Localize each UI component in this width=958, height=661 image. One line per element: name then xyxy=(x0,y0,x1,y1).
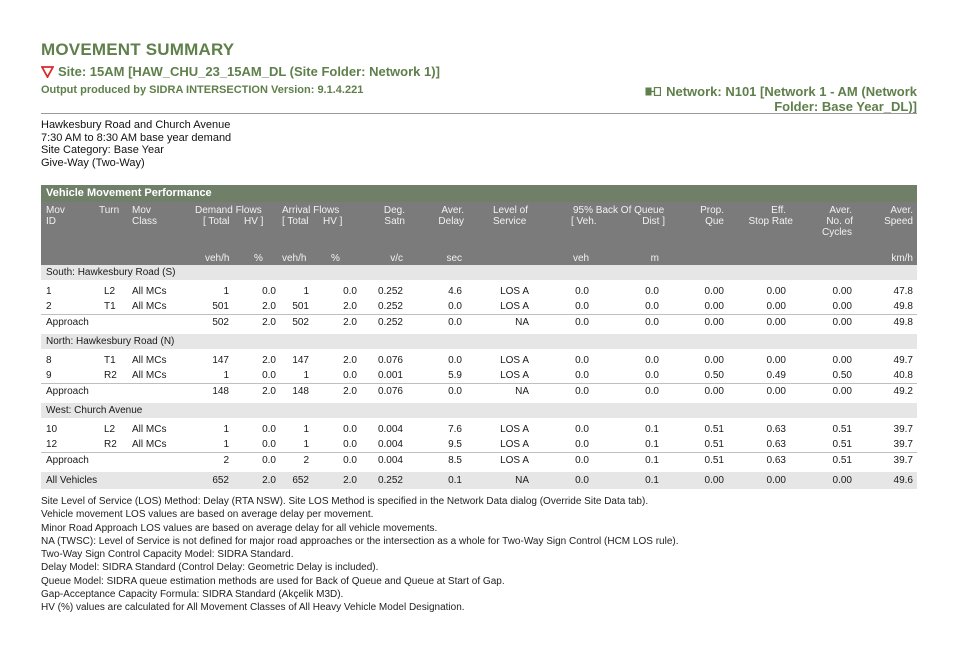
mov-id: 2 xyxy=(46,301,52,312)
demand-hv: 0.0 xyxy=(262,439,276,450)
eff-stop-rate: 0.00 xyxy=(766,355,786,366)
header-cycles-2: No. of xyxy=(826,216,853,227)
mov-id: 1 xyxy=(46,286,52,297)
header-los-1: Level of xyxy=(493,205,529,216)
row-label: Approach xyxy=(46,317,89,328)
level-of-service: LOS A xyxy=(500,286,529,297)
header-cycles-1: Aver. xyxy=(829,205,852,216)
header-speed-2: Speed xyxy=(884,216,913,227)
aver-speed: 40.8 xyxy=(893,370,913,381)
queue-dist: 0.0 xyxy=(645,301,659,312)
turn: T1 xyxy=(104,355,116,366)
header-arrival: Arrival Flows xyxy=(282,205,340,216)
table-row xyxy=(41,353,917,368)
prop-que: 0.00 xyxy=(704,475,724,486)
unit-speed: km/h xyxy=(891,253,913,264)
unit-arrival-total: veh/h xyxy=(282,253,307,264)
prop-que: 0.00 xyxy=(704,355,724,366)
aver-delay: 0.1 xyxy=(448,475,462,486)
arrival-hv: 2.0 xyxy=(343,317,357,328)
aver-speed: 49.2 xyxy=(893,386,913,397)
all-vehicles-row xyxy=(41,472,917,489)
aver-speed: 39.7 xyxy=(893,439,913,450)
queue-dist: 0.0 xyxy=(645,317,659,328)
approach-row xyxy=(41,452,917,468)
approach-row xyxy=(41,383,917,399)
header-prop-1: Prop. xyxy=(700,205,724,216)
header-mov: Mov xyxy=(46,205,65,216)
demand-total: 502 xyxy=(212,317,229,328)
mov-class: All MCs xyxy=(132,286,167,297)
deg-satn: 0.076 xyxy=(377,386,403,397)
aver-speed: 39.7 xyxy=(893,424,913,435)
arrival-total: 501 xyxy=(292,301,309,312)
header-los-2: Service xyxy=(493,216,527,227)
arrival-hv: 0.0 xyxy=(343,286,357,297)
eff-stop-rate: 0.63 xyxy=(766,455,786,466)
aver-cycles: 0.00 xyxy=(832,317,852,328)
mov-class: All MCs xyxy=(132,424,167,435)
unit-queue-veh: veh xyxy=(573,253,590,264)
footnotes xyxy=(41,495,679,615)
aver-delay: 0.0 xyxy=(448,355,462,366)
arrival-hv: 2.0 xyxy=(343,386,357,397)
header-cycles-3: Cycles xyxy=(821,227,852,238)
header-mov-class-1: Mov xyxy=(132,205,151,216)
aver-speed: 49.7 xyxy=(893,355,913,366)
header-eff-2: Stop Rate xyxy=(748,216,793,227)
note: Vehicle movement LOS values are based on average delay per movement. xyxy=(41,509,374,521)
note: Queue Model: SIDRA queue estimation methods are used for Back of Queue and Queue at Start of Gap. xyxy=(41,575,505,587)
arrival-hv: 2.0 xyxy=(343,475,357,486)
note: Gap-Acceptance Capacity Formula: SIDRA Standard (Akçelik M3D). xyxy=(41,589,344,601)
table-row xyxy=(41,299,917,314)
header-turn: Turn xyxy=(99,205,120,216)
arrival-hv: 0.0 xyxy=(343,439,357,450)
level-of-service: LOS A xyxy=(500,439,529,450)
demand-total: 147 xyxy=(212,355,229,366)
note: HV (%) values are calculated for All Movement Classes of All Heavy Vehicle Model Designation. xyxy=(41,602,465,614)
row-label: Approach xyxy=(46,386,89,397)
level-of-service: NA xyxy=(515,317,529,328)
header-demand-hv: HV ] xyxy=(244,216,264,227)
eff-stop-rate: 0.00 xyxy=(766,475,786,486)
table-row xyxy=(41,284,917,299)
note: Delay Model: SIDRA Standard (Control Delay: Geometric Delay is included). xyxy=(41,562,379,574)
aver-speed: 49.8 xyxy=(893,317,913,328)
aver-cycles: 0.51 xyxy=(832,424,852,435)
deg-satn: 0.252 xyxy=(377,317,403,328)
queue-dist: 0.0 xyxy=(645,370,659,381)
turn: L2 xyxy=(104,424,116,435)
demand-total: 1 xyxy=(223,370,229,381)
level-of-service: NA xyxy=(515,386,529,397)
note: Minor Road Approach LOS values are based on average delay for all vehicle movements. xyxy=(41,522,438,534)
arrival-hv: 2.0 xyxy=(343,301,357,312)
eff-stop-rate: 0.63 xyxy=(766,439,786,450)
demand-hv: 0.0 xyxy=(262,370,276,381)
unit-demand-hv: % xyxy=(254,253,263,264)
table-row xyxy=(41,437,917,452)
demand-hv: 0.0 xyxy=(262,286,276,297)
demand-hv: 0.0 xyxy=(262,455,276,466)
demand-hv: 2.0 xyxy=(262,317,276,328)
demand-hv: 2.0 xyxy=(262,386,276,397)
prop-que: 0.51 xyxy=(704,424,724,435)
aver-delay: 0.0 xyxy=(448,301,462,312)
deg-satn: 0.076 xyxy=(377,355,403,366)
deg-satn: 0.252 xyxy=(377,301,403,312)
demand-total: 1 xyxy=(223,286,229,297)
table-row xyxy=(41,422,917,437)
aver-cycles: 0.00 xyxy=(832,475,852,486)
aver-delay: 0.0 xyxy=(448,317,462,328)
intersection-name: Hawkesbury Road and Church Avenue xyxy=(41,119,231,131)
eff-stop-rate: 0.00 xyxy=(766,386,786,397)
column-headers xyxy=(41,202,917,265)
queue-veh: 0.0 xyxy=(575,475,589,486)
arrival-total: 652 xyxy=(292,475,309,486)
unit-delay: sec xyxy=(446,253,462,264)
header-eff-1: Eff. xyxy=(771,205,786,216)
approach-row xyxy=(41,314,917,330)
mov-id: 10 xyxy=(46,424,58,435)
header-arrival-hv: HV ] xyxy=(323,216,343,227)
header-divider xyxy=(41,113,917,114)
mov-id: 8 xyxy=(46,355,52,366)
aver-speed: 39.7 xyxy=(893,455,913,466)
eff-stop-rate: 0.49 xyxy=(766,370,786,381)
eff-stop-rate: 0.00 xyxy=(766,286,786,297)
queue-dist: 0.1 xyxy=(645,439,659,450)
prop-que: 0.00 xyxy=(704,386,724,397)
level-of-service: LOS A xyxy=(500,301,529,312)
note: Two-Way Sign Control Capacity Model: SIDRA Standard. xyxy=(41,549,294,561)
note: NA (TWSC): Level of Service is not defined for major road approaches or the intersection as a whole for Two-Way Sign Control (HCM LOS rule). xyxy=(41,535,679,547)
queue-dist: 0.1 xyxy=(645,455,659,466)
header-id: ID xyxy=(46,216,56,227)
network-line-1: Network: N101 [Network 1 - AM (Network xyxy=(666,84,917,99)
arrival-total: 148 xyxy=(292,386,309,397)
approach-section-header: North: Hawkesbury Road (N) xyxy=(41,334,917,349)
demand-hv: 2.0 xyxy=(262,475,276,486)
prop-que: 0.00 xyxy=(704,317,724,328)
level-of-service: LOS A xyxy=(500,424,529,435)
arrival-hv: 0.0 xyxy=(343,424,357,435)
site-label: Site: 15AM [HAW_CHU_23_15AM_DL (Site Folder: Network 1)] xyxy=(58,64,440,79)
queue-dist: 0.0 xyxy=(645,355,659,366)
mov-class: All MCs xyxy=(132,439,167,450)
aver-delay: 7.6 xyxy=(448,424,462,435)
demand-hv: 0.0 xyxy=(262,424,276,435)
header-queue-dist: Dist ] xyxy=(642,216,665,227)
report-title: MOVEMENT SUMMARY xyxy=(41,40,235,59)
header-demand: Demand Flows xyxy=(195,205,262,216)
turn: R2 xyxy=(104,370,117,381)
queue-veh: 0.0 xyxy=(575,355,589,366)
header-aver-delay-1: Aver. xyxy=(441,205,464,216)
unit-demand-total: veh/h xyxy=(205,253,230,264)
approach-section-header: South: Hawkesbury Road (S) xyxy=(41,265,917,280)
arrival-hv: 0.0 xyxy=(343,370,357,381)
mov-class: All MCs xyxy=(132,370,167,381)
arrival-hv: 0.0 xyxy=(343,455,357,466)
turn: L2 xyxy=(104,286,116,297)
header-queue: 95% Back Of Queue xyxy=(573,205,665,216)
table-body xyxy=(41,265,917,489)
prop-que: 0.51 xyxy=(704,455,724,466)
site-category: Site Category: Base Year xyxy=(41,144,164,156)
eff-stop-rate: 0.63 xyxy=(766,424,786,435)
demand-total: 501 xyxy=(212,301,229,312)
queue-veh: 0.0 xyxy=(575,439,589,450)
header-deg: Deg. xyxy=(383,205,405,216)
demand-total: 2 xyxy=(223,455,229,466)
demand-total: 1 xyxy=(223,424,229,435)
aver-delay: 9.5 xyxy=(448,439,462,450)
network-icon xyxy=(645,87,661,96)
header-speed-1: Aver. xyxy=(890,205,913,216)
queue-veh: 0.0 xyxy=(575,286,589,297)
aver-cycles: 0.00 xyxy=(832,386,852,397)
prop-que: 0.51 xyxy=(704,439,724,450)
mov-id: 12 xyxy=(46,439,58,450)
mov-class: All MCs xyxy=(132,301,167,312)
row-label: All Vehicles xyxy=(46,475,98,486)
arrival-total: 1 xyxy=(303,439,309,450)
header-arrival-total: [ Total xyxy=(282,216,309,227)
level-of-service: NA xyxy=(515,475,529,486)
arrival-total: 1 xyxy=(303,286,309,297)
mov-class: All MCs xyxy=(132,355,167,366)
turn: T1 xyxy=(104,301,116,312)
table-row xyxy=(41,368,917,383)
table-title: Vehicle Movement Performance xyxy=(41,185,917,202)
aver-speed: 49.6 xyxy=(893,475,913,486)
aver-cycles: 0.00 xyxy=(832,301,852,312)
header-aver-delay-2: Delay xyxy=(438,216,464,227)
arrival-total: 502 xyxy=(292,317,309,328)
site-line xyxy=(41,64,440,79)
deg-satn: 0.252 xyxy=(377,286,403,297)
eff-stop-rate: 0.00 xyxy=(766,317,786,328)
output-version: Output produced by SIDRA INTERSECTION Version: 9.1.4.221 xyxy=(41,84,364,96)
queue-veh: 0.0 xyxy=(575,386,589,397)
header-demand-total: [ Total xyxy=(203,216,230,227)
header-queue-veh: [ Veh. xyxy=(571,216,597,227)
demand-total: 652 xyxy=(212,475,229,486)
queue-veh: 0.0 xyxy=(575,301,589,312)
prop-que: 0.00 xyxy=(704,286,724,297)
demand-total: 1 xyxy=(223,439,229,450)
site-info xyxy=(41,119,231,169)
arrival-total: 1 xyxy=(303,370,309,381)
demand-total: 148 xyxy=(212,386,229,397)
queue-dist: 0.0 xyxy=(645,386,659,397)
aver-cycles: 0.00 xyxy=(832,355,852,366)
aver-cycles: 0.50 xyxy=(832,370,852,381)
level-of-service: LOS A xyxy=(500,370,529,381)
deg-satn: 0.004 xyxy=(377,439,403,450)
network-info xyxy=(617,84,917,114)
unit-deg: v/c xyxy=(390,253,403,264)
movement-performance-table xyxy=(41,185,917,489)
arrival-total: 147 xyxy=(292,355,309,366)
queue-dist: 0.1 xyxy=(645,424,659,435)
note: Site Level of Service (LOS) Method: Delay (RTA NSW). Site LOS Method is specified in the Network Data dialog (Override Site Data tab). xyxy=(41,496,649,507)
demand-hv: 2.0 xyxy=(262,355,276,366)
level-of-service: LOS A xyxy=(500,455,529,466)
arrival-hv: 2.0 xyxy=(343,355,357,366)
demand-period: 7:30 AM to 8:30 AM base year demand xyxy=(41,131,232,144)
aver-cycles: 0.00 xyxy=(832,286,852,297)
mov-id: 9 xyxy=(46,370,52,381)
arrival-total: 2 xyxy=(303,455,309,466)
aver-delay: 8.5 xyxy=(448,455,462,466)
prop-que: 0.50 xyxy=(704,370,724,381)
aver-delay: 4.6 xyxy=(448,286,462,297)
control-type: Give-Way (Two-Way) xyxy=(41,156,145,169)
aver-delay: 0.0 xyxy=(448,386,462,397)
unit-arrival-hv: % xyxy=(331,253,340,264)
queue-veh: 0.0 xyxy=(575,424,589,435)
header-satn: Satn xyxy=(384,216,405,227)
queue-dist: 0.1 xyxy=(645,475,659,486)
aver-cycles: 0.51 xyxy=(832,439,852,450)
queue-veh: 0.0 xyxy=(575,317,589,328)
header-prop-2: Que xyxy=(705,216,724,227)
aver-speed: 49.8 xyxy=(893,301,913,312)
network-line-2: Folder: Base Year_DL)] xyxy=(774,99,917,114)
aver-cycles: 0.51 xyxy=(832,455,852,466)
row-label: Approach xyxy=(46,455,89,466)
approach-section-header: West: Church Avenue xyxy=(41,403,917,418)
demand-hv: 2.0 xyxy=(262,301,276,312)
give-way-triangle-icon xyxy=(41,66,54,78)
level-of-service: LOS A xyxy=(500,355,529,366)
deg-satn: 0.004 xyxy=(377,455,403,466)
eff-stop-rate: 0.00 xyxy=(766,301,786,312)
aver-speed: 47.8 xyxy=(893,286,913,297)
prop-que: 0.00 xyxy=(704,301,724,312)
deg-satn: 0.252 xyxy=(377,475,403,486)
queue-veh: 0.0 xyxy=(575,455,589,466)
unit-queue-dist: m xyxy=(650,253,659,264)
arrival-total: 1 xyxy=(303,424,309,435)
deg-satn: 0.004 xyxy=(377,424,403,435)
queue-dist: 0.0 xyxy=(645,286,659,297)
deg-satn: 0.001 xyxy=(377,370,403,381)
aver-delay: 5.9 xyxy=(448,370,462,381)
turn: R2 xyxy=(104,439,117,450)
queue-veh: 0.0 xyxy=(575,370,589,381)
header-mov-class-2: Class xyxy=(132,216,158,227)
